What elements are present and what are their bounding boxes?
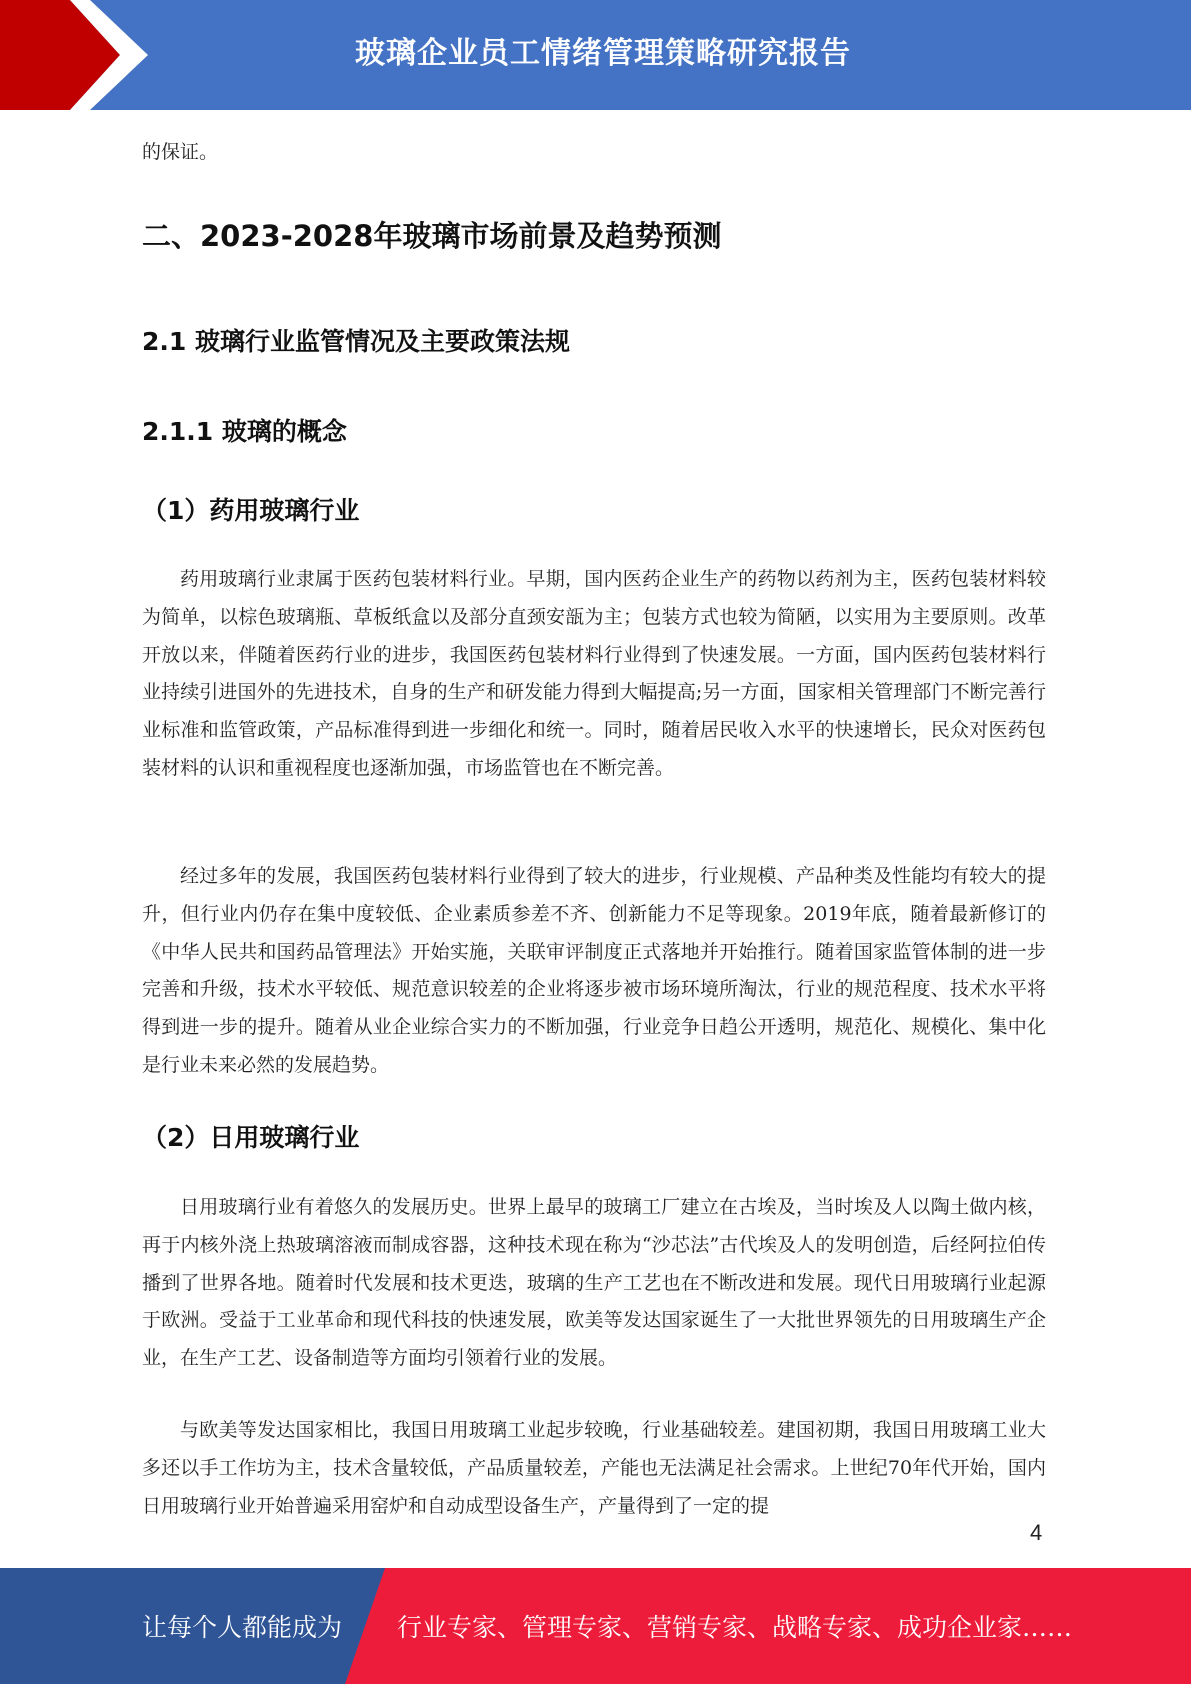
item-heading-pharma-glass: （1）药用玻璃行业 <box>142 496 360 525</box>
report-title: 玻璃企业员工情绪管理策略研究报告 <box>355 36 851 71</box>
subsection-heading: 2.1 玻璃行业监管情况及主要政策法规 <box>142 327 570 356</box>
item-heading-daily-glass: （2）日用玻璃行业 <box>142 1123 360 1152</box>
carry-over-text: 的保证。 <box>142 141 219 163</box>
footer-slogan-right: 行业专家、管理专家、营销专家、战略专家、成功企业家…… <box>397 1613 1073 1642</box>
subsubsection-heading: 2.1.1 玻璃的概念 <box>142 417 347 446</box>
paragraph-pharma-glass-2: 经过多年的发展，我国医药包装材料行业得到了较大的进步，行业规模、产品种类及性能均有较大的提升，但行业内仍存在集中度较低、企业素质参差不齐、创新能力不足等现象。2019年底，随着最新修订的《中华人民共和国药品管理法》开始实施，关联审评制度正式落地并开始推行。随着国家监管体制的进一步完善和升级，技术水平较低、规范意识较差的企业将逐步被市场环境所淘汰，行业的规范程度、技术水平将得到进一步的提升。随着从业企业综合实力的不断加强，行业竞争日趋公开透明，规范化、规模化、集中化是行业未来必然的发展趋势。 <box>142 865 1046 1076</box>
paragraph-daily-glass-2: 与欧美等发达国家相比，我国日用玻璃工业起步较晚，行业基础较差。建国初期，我国日用玻璃工业大多还以手工作坊为主，技术含量较低，产品质量较差，产能也无法满足社会需求。上世纪70年代开始，国内日用玻璃行业开始普遍采用窑炉和自动成型设备生产，产量得到了一定的提 <box>142 1419 1046 1517</box>
paragraph-pharma-glass-1: 药用玻璃行业隶属于医药包装材料行业。早期，国内医药企业生产的药物以药剂为主，医药包装材料较为简单，以棕色玻璃瓶、草板纸盒以及部分直颈安瓿为主；包装方式也较为简陋，以实用为主要原则。改革开放以来，伴随着医药行业的进步，我国医药包装材料行业得到了快速发展。一方面，国内医药包装材料行业持续引进国外的先进技术，自身的生产和研发能力得到大幅提高;另一方面，国家相关管理部门不断完善行业标准和监管政策，产品标准得到进一步细化和统一。同时，随着居民收入水平的快速增长，民众对医药包装材料的认识和重视程度也逐渐加强，市场监管也在不断完善。 <box>142 568 1046 779</box>
header-arrow-decoration <box>0 0 160 110</box>
paragraph-daily-glass-1: 日用玻璃行业有着悠久的发展历史。世界上最早的玻璃工厂建立在古埃及，当时埃及人以陶土做内核，再于内核外浇上热玻璃溶液而制成容器，这种技术现在称为“沙芯法”古代埃及人的发明创造，后经阿拉伯传播到了世界各地。随着时代发展和技术更迭，玻璃的生产工艺也在不断改进和发展。现代日用玻璃行业起源于欧洲。受益于工业革命和现代科技的快速发展，欧美等发达国家诞生了一大批世界领先的日用玻璃生产企业，在生产工艺、设备制造等方面均引领着行业的发展。 <box>142 1196 1046 1370</box>
footer-slogan-left: 让每个人都能成为 <box>142 1613 343 1642</box>
page-number: 4 <box>1030 1520 1043 1545</box>
page-footer <box>0 1568 1191 1684</box>
section-heading: 二、2023-2028年玻璃市场前景及趋势预测 <box>142 219 722 253</box>
page-header <box>0 0 1191 110</box>
